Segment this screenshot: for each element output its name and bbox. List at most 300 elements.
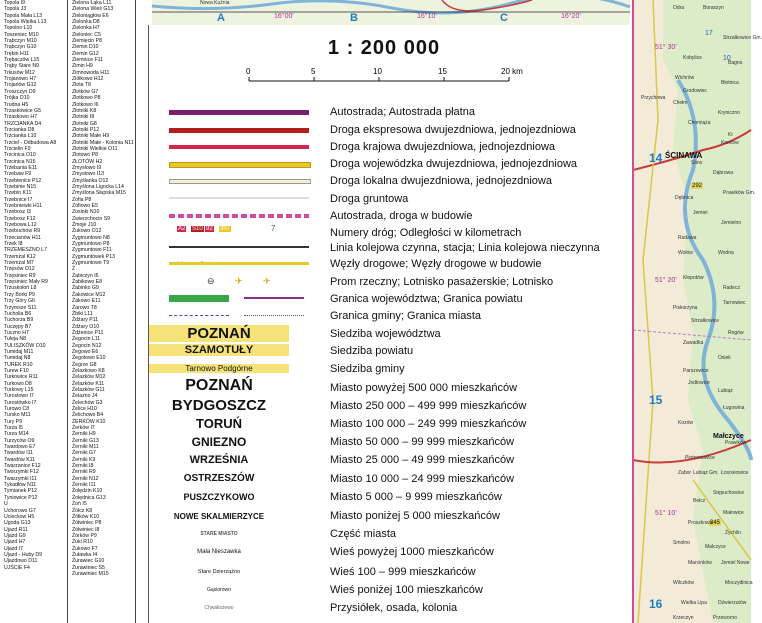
index-entry: Trzebniewki H11 [4, 203, 43, 209]
map-place-label: Dźwierzutów [718, 600, 747, 606]
index-entry: Tymianek P12 [4, 488, 37, 495]
index-entry: Trzebania E11 [4, 164, 38, 171]
index-entry: Trzęsiniec Mały R9 [4, 279, 48, 286]
road-construction-symbol [169, 214, 309, 218]
index-column-1 [4, 0, 68, 623]
map-place-label: Wilczków [673, 580, 694, 586]
index-entry: Trębaczów L15 [4, 57, 40, 64]
index-entry: Złotkowo I6 [72, 101, 99, 108]
index-entry: Trzcinica N15 [4, 158, 36, 165]
index-entry: Trzecianów H11 [4, 234, 41, 241]
index-entry: ZŁOTÓW H2 [72, 158, 103, 165]
index-entry: Żelice H10 [72, 406, 97, 412]
index-entry: Tucholia B6 [4, 310, 32, 317]
road-number: 345 [710, 520, 721, 526]
map-place-label: Wielka Lipa [681, 600, 707, 606]
map-place-label: Tarnowiec [723, 300, 746, 306]
index-entry: Twardów I11 [4, 450, 34, 457]
index-entry: Zielona Łąka L11 [72, 0, 112, 6]
index-entry: Trąby Stare N9 [4, 63, 39, 70]
index-entry: Złota T8 [72, 82, 91, 89]
map-place-label: Wodna [718, 250, 734, 256]
index-entry: Trębin H11 [4, 50, 30, 57]
scale-tick: 15 [438, 67, 447, 76]
scale-tick: 0 [246, 67, 251, 76]
longitude-label: 16°10' [417, 13, 437, 20]
map-place-label: Marcinków [688, 560, 712, 566]
index-entry: Żerniki K9 [72, 456, 96, 463]
map-place-label: Kozów [678, 420, 694, 426]
index-entry: Żołędnica G13 [72, 494, 106, 501]
airport-icon: ✈ [235, 276, 243, 286]
map-place-label: Parszowice [683, 368, 709, 374]
legend-label-krajowa: Droga krajowa dwujezdniowa, jednojezdniowa [330, 141, 556, 153]
legend-label-granica_woj: Granica województwa; Granica powiatu [330, 293, 523, 305]
index-entry: Trzebinie N15 [4, 183, 37, 190]
index-entry: Trąbczyn G10 [4, 44, 37, 51]
index-entry: Topola Mała L13 [4, 12, 43, 19]
sample-m10: OSTRZESZÓW [183, 473, 255, 484]
index-entry: ŻERKÓW K10 [72, 418, 106, 425]
map-place-label: Zabor [678, 470, 692, 476]
index-entry: Ziemin G12 [72, 50, 99, 57]
index-entry: Zmysłowo I9 [72, 164, 102, 171]
map-place-label: Prawików [725, 440, 747, 446]
index-entry: Żerniki N12 [72, 475, 99, 482]
grid-number: 15 [649, 393, 663, 407]
map-place-label: Chełm [673, 100, 688, 106]
index-entry: Żołędzin K10 [72, 488, 103, 495]
index-entry: Twarzanice F12 [4, 463, 41, 470]
railway-symbol [169, 246, 309, 248]
index-entry: Zosinki N10 [72, 209, 100, 216]
grid-label-c: C [500, 12, 508, 24]
index-entry: Ujazd R11 [4, 526, 28, 533]
index-entry: Żukowo O12 [72, 228, 102, 235]
index-entry: Zieloniec C5 [72, 31, 101, 38]
longitude-label: 16°20' [561, 13, 581, 20]
index-entry: Trudna H5 [4, 101, 29, 108]
index-entry: TRZCIANKA D4 [4, 120, 42, 127]
index-entry: Trzebaw F9 [4, 171, 32, 178]
map-place-label: Kłopotów [683, 275, 704, 281]
index-entry: Trzek I8 [4, 241, 23, 248]
map-place-label: Jemiel Nowe [721, 560, 750, 566]
legend-label-m500: Miasto powyżej 500 000 mieszkańców [330, 382, 518, 394]
legend-label-autostrada: Autostrada; Autostrada płatna [330, 106, 475, 118]
sample-woj: POZNAŃ [149, 325, 289, 342]
map-place-label: Zawadka [683, 340, 704, 346]
map-place-label: Radecz [723, 285, 740, 291]
map-place-label: Prawików Gm. [723, 190, 756, 196]
index-entry: Topola I9 [4, 0, 26, 6]
map-place-label: Przeworno [713, 615, 737, 621]
index-entry: Żdżary P11 [72, 317, 99, 324]
town-label: Małczyce [713, 433, 744, 440]
index-entry: TULISZKÓW O10 [4, 342, 46, 349]
index-entry: Zimnowoda H11 [72, 69, 110, 76]
road-number: 17 [705, 30, 713, 37]
map-place-label: Stępuchowice [713, 490, 745, 496]
road-number-badge: A2 [178, 226, 186, 232]
index-entry: Żurawiniec M15 [72, 570, 109, 577]
map-place-label: Jemielno [721, 220, 742, 226]
legend-label-m10: Miasto 10 000 – 24 999 mieszkańców [330, 473, 515, 485]
sample-m500: POZNAŃ [185, 377, 253, 394]
index-entry: Turza M14 [4, 431, 29, 438]
sample-pow: SZAMOTUŁY [149, 344, 289, 356]
map-place-label: Bagno [728, 60, 743, 66]
map-place-label: Krzeczyn [673, 615, 694, 621]
index-entry: Ziółkowo H12 [72, 76, 104, 83]
sample-m250: BYDGOSZCZ [171, 397, 267, 414]
index-entry: Trojanowo H7 [4, 76, 37, 83]
local-road-symbol [169, 179, 311, 184]
index-entry: Trzcianka D8 [4, 126, 35, 133]
index-entry: Złotniki Wielkie O11 [72, 145, 118, 152]
index-entry: Topolno L10 [4, 25, 33, 32]
map-place-label: Rudawa [678, 235, 697, 241]
map-place-label: Proszkowa [688, 520, 713, 526]
map-place-label: Smolno [673, 540, 690, 546]
index-entry: Żerków I7 [72, 425, 95, 432]
map-place-label: Wołów [678, 250, 693, 256]
legend-label-m100: Miasto 100 000 – 249 999 mieszkańców [330, 418, 527, 430]
index-entry: Trojanów G12 [4, 82, 37, 89]
index-entry: Ujazd H7 [4, 539, 26, 546]
column-divider [67, 0, 68, 623]
index-entry: Tumidaj N8 [4, 355, 31, 362]
sample-wies100: Stare Dzierzążno [197, 569, 241, 575]
road-number-badge: 92 [206, 226, 213, 232]
legend-label-prom: Prom rzeczny; Lotnisko pasażerskie; Lotnisko [330, 276, 554, 288]
index-entry: Trzy Borki P9 [4, 291, 35, 298]
index-entry: Żegocin N12 [72, 342, 102, 349]
index-entry: Złotowo P8 [72, 152, 98, 159]
map-place-label: Osiek [718, 355, 731, 361]
index-entry: Żółwiniec P8 [72, 520, 102, 527]
map-place-label: Łososiowice [721, 470, 749, 476]
index-entry: Trzemżal K12 [4, 253, 36, 260]
index-entry: Tuczno H7 [4, 329, 29, 336]
ferry-icon: ⊖ [207, 276, 215, 286]
index-entry: Ugoda G13 [4, 520, 31, 527]
index-entry: Trzebuchów R9 [4, 228, 41, 235]
index-entry: Żegrze G8 [72, 361, 97, 368]
index-entry: Topola Wielka L13 [4, 19, 47, 26]
legend-label-wezly: Węzły drogowe; Węzły drogowe w budowie [330, 258, 542, 270]
index-entry: Żerniki R9 [72, 469, 96, 476]
index-entry: Zwierzchocin S9 [72, 215, 111, 222]
column-divider [135, 0, 136, 623]
legend-label-budowa: Autostrada, droga w budowie [330, 210, 473, 222]
grid-label-b: B [350, 12, 358, 24]
index-entry: Zygmuntówek P13 [72, 253, 115, 260]
index-entry: Topola J3 [4, 6, 27, 13]
index-entry: Trzebosz F12 [4, 215, 36, 222]
latitude-label: 51° 10' [655, 510, 677, 517]
map-place-label: Dębnica [675, 195, 694, 201]
sample-m5: PUSZCZYKOWO [183, 492, 255, 502]
sample-m100: TORUŃ [196, 416, 242, 431]
index-entry: Turostówko I7 [4, 399, 37, 406]
index-entry: Ziemięcin P8 [72, 38, 102, 45]
index-entry: Żerniki M11 [72, 444, 99, 451]
grid-number: 14 [649, 151, 663, 165]
map-place-label: Przychowa [641, 95, 666, 101]
index-entry: Żakowo E11 [72, 298, 101, 305]
index-entry: Tyniowice P12 [4, 494, 38, 501]
index-entry: Żmoje J10 [72, 222, 97, 229]
index-entry: Zofia P8 [72, 196, 92, 203]
legend-label-wies1000: Wieś powyżej 1000 mieszkańców [330, 546, 494, 558]
index-entry: Ucieckow H5 [4, 513, 35, 520]
index-entry: Zmyślona Ligocka L14 [72, 183, 124, 190]
map-place-label: Lubiąż [718, 388, 733, 394]
map-place-label: Krzelów [721, 140, 739, 146]
map-place-label: Piotroniowice [685, 455, 715, 461]
index-entry: Żoń I5 [72, 501, 87, 508]
index-entry: Trkusów M12 [4, 69, 35, 76]
index-entry: Żelichowo B4 [72, 412, 104, 419]
index-entry: Trzęsiniec R9 [4, 272, 36, 279]
index-entry: Żórków P9 [72, 532, 97, 539]
index-entry: Zygmuntowo T9 [72, 260, 110, 267]
index-entry: Turkowy L15 [4, 386, 34, 393]
index-entry: Zielonka H7 [72, 25, 100, 32]
index-entry: Złotkowo P8 [72, 95, 101, 102]
index-entry: Trzebnice I7 [4, 196, 33, 203]
index-entry: Trzciel - Odbudowa A8 [4, 139, 57, 146]
index-entry: Toszeniec M10 [4, 31, 39, 38]
dirt-road-symbol [169, 197, 309, 199]
map-right-strip [632, 0, 762, 623]
index-entry: Żdżary O10 [72, 323, 100, 330]
index-entry: Żelazkowo K8 [72, 367, 105, 374]
index-entry: Trzy Góry G6 [4, 298, 35, 305]
index-entry: U [4, 501, 8, 508]
index-entry: Zmyślanka O12 [72, 177, 109, 184]
index-entry: Żerniki H9 [72, 431, 96, 438]
index-entry: Trzęsów O12 [4, 266, 35, 273]
legend-label-wojewodzka: Droga wojewódzka dwujezdniowa, jednojezdniowa [330, 158, 578, 170]
motorway-symbol [169, 110, 309, 115]
county-boundary-symbol [244, 297, 304, 299]
index-entry: UJŚCIE F4 [4, 564, 30, 571]
town-boundary-symbol [244, 315, 304, 317]
index-entry: Żurawiec G10 [72, 558, 105, 565]
index-entry: Tuczępy B7 [4, 323, 32, 330]
index-entry: Ziemin D10 [72, 44, 99, 51]
index-entry: Turowo C8 [4, 406, 30, 412]
map-place-label: Bełcz [693, 498, 706, 504]
sample-przysiolek: Chwaliszewo [204, 605, 234, 611]
index-entry: Żuławka I4 [72, 551, 98, 558]
index-entry: Tykadłów N11 [4, 482, 37, 489]
legend-label-wies0: Wieś poniżej 100 mieszkańców [330, 584, 483, 596]
index-entry: Żelazków M12 [72, 374, 106, 381]
legend-label-pow: Siedziba powiatu [330, 345, 414, 357]
index-entry: Złotniki Małe - Kolonia N11 [72, 139, 134, 146]
index-entry: Trzcinica O10 [4, 152, 36, 159]
place-label: Nowa Kuźnia [200, 0, 230, 6]
index-entry: Żerniki I8 [72, 463, 94, 470]
index-entry: Żerniki I11 [72, 482, 96, 489]
map-place-label: Kryniczno [718, 110, 740, 116]
index-entry: Zimin H9 [72, 63, 93, 70]
index-entry: Trzcielin F9 [4, 145, 31, 152]
index-entry: Zmysłowo I13 [72, 171, 104, 178]
index-entry: Uchorowo G7 [4, 507, 36, 514]
map-place-label: Kr [728, 132, 733, 138]
index-entry: Zielonka D8 [72, 19, 100, 26]
index-entry: Żuki R10 [72, 539, 93, 546]
road-number: 10 [723, 55, 731, 62]
index-entry: Żabikowo E8 [72, 279, 102, 286]
expressway-symbol [169, 128, 309, 133]
index-entry: Żegocin L11 [72, 336, 101, 343]
map-place-label: Jemiel [693, 210, 708, 216]
road-number-badge: S10 [192, 226, 203, 232]
index-entry: Trójka O10 [4, 95, 30, 102]
map-place-label: Grodowiec [683, 88, 707, 94]
index-entry: Zofiowo E5 [72, 203, 98, 209]
index-entry: Zmyślona Słupska M15 [72, 190, 126, 197]
index-entry: Trzymsze S11 [4, 304, 37, 311]
index-entry: Zieloniągłów E6 [72, 12, 109, 19]
index-entry: Turostowo I7 [4, 393, 34, 400]
index-entry: Żabiczyn I6 [72, 272, 99, 279]
index-entry: Żelazków G11 [72, 386, 105, 393]
map-place-label: Boraszyn [703, 5, 724, 11]
index-entry: Tuleja N8 [4, 336, 27, 343]
index-entry: Żdżenice P11 [72, 329, 104, 336]
legend-label-lokalna: Droga lokalna dwujezdniowa, jednojezdniowa [330, 175, 552, 187]
scale-title: 1 : 200 000 [327, 37, 441, 59]
map-place-label: Strzałkowice [691, 318, 720, 324]
index-entry: Trzaskowo H7 [4, 114, 37, 121]
voivodeship-road-symbol [169, 162, 311, 168]
index-entry: Turzyców O9 [4, 437, 35, 444]
index-entry: Żurawiniec S5 [72, 564, 105, 571]
index-entry: Tumidaj M11 [4, 348, 34, 355]
index-entry: Żakowice M12 [72, 291, 106, 298]
index-entry: Troszczyn D9 [4, 88, 36, 95]
index-entry: Żerniki G7 [72, 450, 96, 457]
index-entry: TRZEMESZNO L7 [4, 247, 47, 254]
index-entry: Żerniki G13 [72, 437, 99, 444]
map-place-label: Piskorzyna [673, 305, 698, 311]
index-entry: Trzaskowice G5 [4, 107, 41, 114]
index-entry: Złotniki Małe H9 [72, 133, 110, 140]
index-entry: Żółcz K8 [72, 507, 93, 514]
index-entry: Żółwiniec I8 [72, 526, 100, 533]
index-entry: Tuchorza B9 [4, 317, 34, 324]
junction-symbol [169, 262, 309, 265]
index-entry: Trzebin K11 [4, 190, 32, 197]
index-entry: Ż [72, 266, 76, 273]
index-entry: Twardowo E7 [4, 444, 36, 451]
index-entry: Trzebienice P12 [4, 177, 42, 184]
scale-bar [239, 67, 529, 95]
index-entry: Trąbczyn M10 [4, 38, 37, 45]
latitude-label: 51° 20' [655, 277, 677, 284]
legend-label-gm: Siedziba gminy [330, 363, 405, 375]
map-place-label: Chomiąża [688, 120, 711, 126]
scale-tick: 10 [373, 67, 382, 76]
sample-m50: GNIEZNO [191, 435, 247, 449]
sample-m0: NOWE SKALMIERZYCE [173, 512, 265, 521]
sample-m25: WRZEŚNIA [189, 454, 249, 466]
index-entry: Żabinko G9 [72, 285, 99, 292]
legend-label-wies100: Wieś 100 – 999 mieszkańców [330, 566, 476, 578]
map-place-label: Strzałkowice Gm. [723, 35, 762, 41]
map-place-label: Wichrów [675, 75, 695, 81]
index-entry: Żegotowo E10 [72, 355, 106, 362]
legend-label-m250: Miasto 250 000 – 499 999 mieszkańców [330, 400, 527, 412]
index-entry: Złotków G7 [72, 88, 99, 95]
national-road-symbol [169, 145, 309, 149]
map-top-strip [152, 0, 630, 25]
legend-label-m0: Miasto poniżej 5 000 mieszkańców [330, 510, 500, 522]
index-entry: Trzuskołoń L8 [4, 285, 37, 292]
map-place-label: Żychlin [725, 530, 741, 536]
legend-label-kolej: Linia kolejowa czynna, stacja; Linia kolejowa nieczynna [330, 242, 600, 254]
index-entry: Tursko M11 [4, 412, 31, 419]
road-number-badge: 307 [220, 226, 231, 232]
scale-tick: 5 [311, 67, 316, 76]
longitude-label: 16°00' [274, 13, 294, 20]
legend-label-woj: Siedziba województwa [330, 328, 441, 340]
index-entry: Żółków K10 [72, 513, 100, 520]
index-entry: Złotniki I8 [72, 114, 95, 121]
index-entry: Złotniki P12 [72, 126, 100, 133]
index-entry: Żukowo F7 [72, 545, 98, 552]
map-place-label: Ługowina [723, 405, 745, 411]
index-entry: Tworzymki F12 [4, 469, 39, 476]
grid-number: 16 [649, 597, 663, 611]
sample-gm: Tarnowo Podgórne [149, 364, 289, 373]
legend-label-numery: Numery dróg; Odległości w kilometrach [330, 227, 522, 239]
index-entry: Żelazków K11 [72, 380, 105, 387]
distance-marker: 7 [271, 224, 276, 233]
road-number: 292 [692, 183, 703, 189]
index-entry: TUREK R10 [4, 361, 33, 368]
index-entry: Żegowo E6 [72, 348, 99, 355]
index-column-2 [72, 0, 136, 623]
sample-czesc: STARE MIASTO [200, 531, 238, 537]
index-entry: Turkowice R11 [4, 374, 39, 381]
map-place-label: Kobylice [683, 55, 702, 61]
legend-label-granica_gm: Granica gminy; Granica miasta [330, 310, 481, 322]
index-entry: Złotniki K8 [72, 107, 97, 114]
index-entry: Trzemżal M7 [4, 260, 34, 267]
index-entry: Turkowo D8 [4, 380, 32, 387]
index-entry: Żarowo T8 [72, 304, 97, 311]
legend-panel [148, 25, 619, 623]
index-entry: Tury P9 [4, 418, 22, 425]
index-entry: Trzcianka L10 [4, 133, 37, 140]
index-entry: Ujazd G9 [4, 532, 26, 539]
index-entry: Zygmuntowo F11 [72, 247, 112, 254]
map-place-label: Błotnica [721, 80, 739, 86]
gmina-boundary-symbol [169, 315, 229, 317]
index-entry: Ujazd I7 [4, 545, 24, 552]
index-entry: Żbiki L11 [72, 310, 93, 317]
legend-label-gruntowa: Droga gruntowa [330, 193, 409, 205]
map-place-label: Rogów [728, 330, 744, 336]
index-entry: Trzebowa L12 [4, 222, 37, 229]
